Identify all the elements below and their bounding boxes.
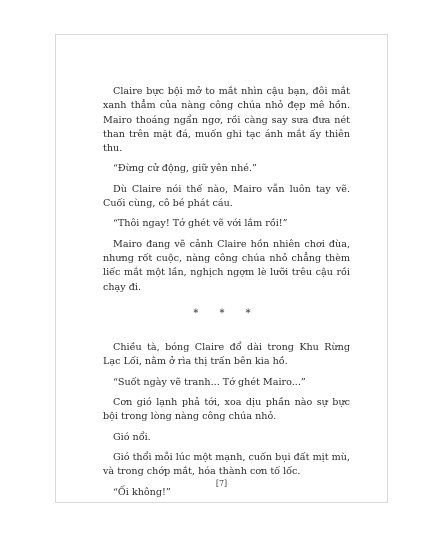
section-separator: * * * bbox=[193, 307, 260, 319]
paragraph: Chiều tà, bóng Claire đổ dài trong Khu Rừng Lạc Lối, nằm ở rìa thị trấn bên kia hồ. bbox=[103, 342, 350, 368]
book-page bbox=[55, 34, 388, 503]
page-number: [7] bbox=[215, 479, 228, 488]
paragraph: Cơn gió lạnh phả tới, xoa dịu phần nào sự bực bội trong lòng nàng công chúa nhỏ. bbox=[103, 397, 350, 423]
paragraph: Gió thổi mỗi lúc một mạnh, cuốn bụi đất mịt mù, và trong chớp mắt, hóa thành cơn tố lốc. bbox=[103, 451, 350, 478]
paragraph: “Thôi ngay! Tớ ghét vẽ với lắm rồi!” bbox=[113, 218, 288, 230]
paragraph: Dù Claire nói thế nào, Mairo vẫn luôn tay vẽ. Cuối cùng, cô bé phát cáu. bbox=[103, 183, 350, 210]
page-text bbox=[103, 85, 350, 506]
paragraph: “Suốt ngày vẽ tranh... Tớ ghét Mairo...” bbox=[113, 376, 306, 388]
paragraph: “Ối không!” bbox=[113, 486, 171, 498]
paragraph: Gió nổi. bbox=[113, 431, 151, 443]
paragraph: Mairo đang vẽ cảnh Claire hồn nhiên chơi đùa, nhưng rốt cuộc, nàng công chúa nhỏ chẳng thèm liếc mắt một lần, nghịch ngợm lè lưỡi trêu cậu rồi chạy đi. bbox=[103, 238, 350, 293]
paragraph: Claire bực bội mở to mắt nhìn cậu bạn, đôi mắt xanh thẳm của nàng công chúa nhỏ đẹp mê hồn. Mairo thoáng ngẩn ngơ, rồi càng say sưa đưa nét than trên mặt đá, muốn ghi tạc ánh mắt ấy thiên thu. bbox=[103, 86, 350, 155]
paragraph: “Đừng cử động, giữ yên nhé.” bbox=[113, 163, 257, 175]
